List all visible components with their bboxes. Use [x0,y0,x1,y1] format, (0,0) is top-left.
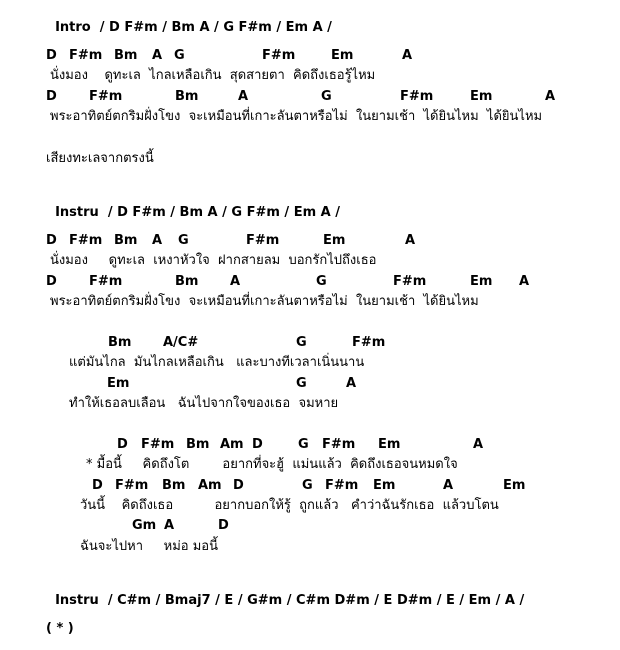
chord: D [218,518,229,533]
chord: F#m [115,478,149,493]
verse2-line2-lyric: พระอาทิตย์ตกริมฝั่งโขง จะเหมือนที่เกาะลันตาหรือไม่ ในยามเช้า ได้ยินไหม [50,294,479,309]
instru1-progression: / D F#m / Bm A / G F#m / Em A / [107,205,340,220]
intro-progression: / D F#m / Bm A / G F#m / Em A / [99,20,332,35]
chord: A [230,274,241,289]
chord: F#m [393,274,427,289]
repeat-chorus-marker: ( * ) [46,621,74,636]
chord: G [298,437,309,452]
chord: F#m [325,478,359,493]
instru2-line [46,581,524,607]
chord: G [178,233,189,248]
chord: A [443,478,454,493]
chord: Bm [175,89,199,104]
chord: D [46,89,57,104]
chord: F#m [400,89,434,104]
intro-label: Intro [55,20,91,35]
chord: Em [331,48,354,63]
bridge-line1-lyric: แต่มันไกล มันไกลเหลือเกิน และบางทีเวลาเนิ่นนาน [69,355,365,370]
chord: Em [470,89,493,104]
verse2-line1-lyric: นั่งมอง ดูทะเล เหงาหัวใจ ฝากสายลม บอกรักไปถึงเธอ [50,253,377,268]
instru1-line [46,193,340,219]
chord: Bm [108,335,132,350]
chord: A [152,233,163,248]
chord: D [46,274,57,289]
chord: D [117,437,128,452]
chord: D [252,437,263,452]
instru1-label: Instru [55,205,99,220]
chorus-line1-lyric: * มื้อนี้ คิดถึงโต อยากที่จะฮู้ แม่นแล้ว คิดถึงเธอจนหมดใจ [86,457,458,472]
bridge-line2-lyric: ทำให้เธอลบเลือน ฉันไปจากใจของเธอ จมหาย [69,396,339,411]
instru2-progression: / C#m / Bmaj7 / E / G#m / C#m D#m / E D#m / E / Em / A / [107,593,525,608]
verse1-line2-lyric: พระอาทิตย์ตกริมฝั่งโขง จะเหมือนที่เกาะลันตาหรือไม่ ในยามเช้า ได้ยินไหม ได้ยินไหม [50,109,543,124]
chord: Em [373,478,396,493]
chord: A [238,89,249,104]
chorus-line3-lyric: ฉันจะไปหา หม่อ มอนี้ [80,539,219,554]
chord: A [405,233,416,248]
chord: Em [107,376,130,391]
chord: G [296,335,307,350]
chord: F#m [69,233,103,248]
chord: A/C# [163,335,199,350]
chord: F#m [89,274,123,289]
chord: Am [220,437,244,452]
chord: D [92,478,103,493]
chord: D [46,233,57,248]
chord: D [233,478,244,493]
verse1-line1-lyric: นั่งมอง ดูทะเล ไกลเหลือเกิน สุดสายตา คิดถึงเธอรู้ไหม [50,68,376,83]
chord: G [302,478,313,493]
chord: Em [470,274,493,289]
chord: Gm [132,518,157,533]
chord: A [402,48,413,63]
chord: Bm [162,478,186,493]
chord: Em [503,478,526,493]
chord: Em [323,233,346,248]
chord: G [174,48,185,63]
chord: A [473,437,484,452]
chorus-line2-lyric: วันนี้ คิดถึงเธอ อยากบอกให้รู้ ถูกแล้ว คำว่าฉันรักเธอ แล้วบโตน [80,498,499,513]
chord: A [164,518,175,533]
chord: Am [198,478,222,493]
chord: Bm [175,274,199,289]
chord: Bm [114,233,138,248]
chord: G [296,376,307,391]
chord: G [316,274,327,289]
chord: F#m [352,335,386,350]
chord: A [545,89,556,104]
chord: F#m [89,89,123,104]
chord: A [519,274,530,289]
instru2-label: Instru [55,593,99,608]
chord: F#m [322,437,356,452]
chord: G [321,89,332,104]
chord: A [346,376,357,391]
chord: D [46,48,57,63]
chord: F#m [246,233,280,248]
interlude-lyric: เสียงทะเลจากตรงนี้ [46,151,154,166]
chord: A [152,48,163,63]
chord: F#m [262,48,296,63]
chord: F#m [141,437,175,452]
intro-line [46,8,332,34]
chord: Em [378,437,401,452]
chord: Bm [114,48,138,63]
chord: Bm [186,437,210,452]
chord: F#m [69,48,103,63]
